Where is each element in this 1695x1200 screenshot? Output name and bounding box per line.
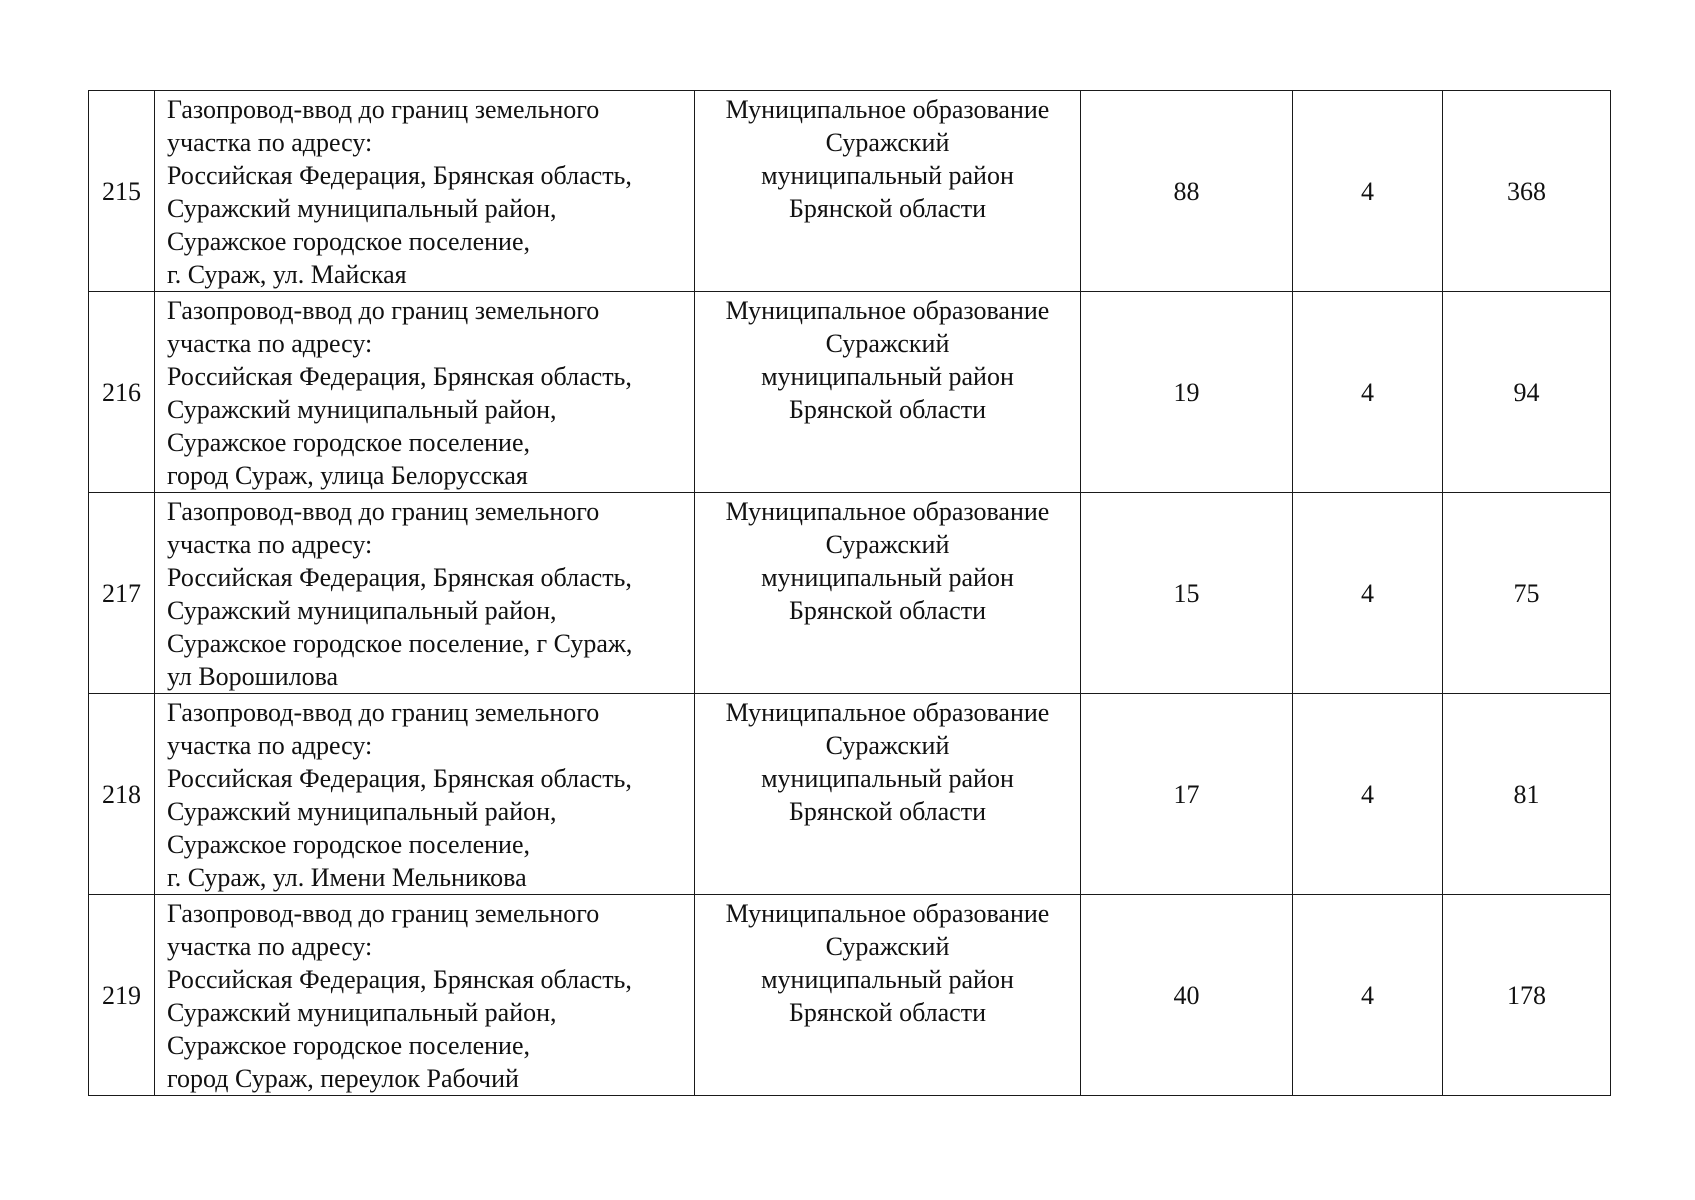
table-row [89, 694, 1611, 895]
object-description: Газопровод-ввод до границ земельного участка по адресу: Российская Федерация, Брянская область, Суражский муниципальный район, Суражское городское поселение, город Сураж, переулок Рабочий [155, 895, 695, 1096]
owner-name: Муниципальное образование Суражский муниципальный район Брянской области [695, 694, 1081, 895]
value-cell-2: 4 [1293, 91, 1443, 292]
object-description: Газопровод-ввод до границ земельного участка по адресу: Российская Федерация, Брянская область, Суражский муниципальный район, Суражское городское поселение, г. Сураж, ул. Майская [155, 91, 695, 292]
value-cell-3: 81 [1443, 694, 1611, 895]
row-number: 218 [89, 694, 155, 895]
register-table [88, 90, 1611, 1096]
owner-name: Муниципальное образование Суражский муниципальный район Брянской области [695, 493, 1081, 694]
object-description: Газопровод-ввод до границ земельного участка по адресу: Российская Федерация, Брянская область, Суражский муниципальный район, Суражское городское поселение, г Сураж, ул Ворошилова [155, 493, 695, 694]
table-row [89, 895, 1611, 1096]
value-cell-3: 368 [1443, 91, 1611, 292]
owner-name: Муниципальное образование Суражский муниципальный район Брянской области [695, 292, 1081, 493]
value-cell-2: 4 [1293, 694, 1443, 895]
document-page [88, 90, 1610, 1096]
value-cell-1: 19 [1081, 292, 1293, 493]
value-cell-1: 15 [1081, 493, 1293, 694]
value-cell-3: 178 [1443, 895, 1611, 1096]
value-cell-1: 17 [1081, 694, 1293, 895]
row-number: 217 [89, 493, 155, 694]
value-cell-2: 4 [1293, 895, 1443, 1096]
value-cell-2: 4 [1293, 493, 1443, 694]
value-cell-3: 94 [1443, 292, 1611, 493]
object-description: Газопровод-ввод до границ земельного участка по адресу: Российская Федерация, Брянская область, Суражский муниципальный район, Суражское городское поселение, г. Сураж, ул. Имени Мельникова [155, 694, 695, 895]
table-row [89, 91, 1611, 292]
value-cell-1: 40 [1081, 895, 1293, 1096]
table-row [89, 493, 1611, 694]
value-cell-1: 88 [1081, 91, 1293, 292]
row-number: 215 [89, 91, 155, 292]
value-cell-2: 4 [1293, 292, 1443, 493]
owner-name: Муниципальное образование Суражский муниципальный район Брянской области [695, 91, 1081, 292]
value-cell-3: 75 [1443, 493, 1611, 694]
row-number: 219 [89, 895, 155, 1096]
table-row [89, 292, 1611, 493]
owner-name: Муниципальное образование Суражский муниципальный район Брянской области [695, 895, 1081, 1096]
row-number: 216 [89, 292, 155, 493]
object-description: Газопровод-ввод до границ земельного участка по адресу: Российская Федерация, Брянская область, Суражский муниципальный район, Суражское городское поселение, город Сураж, улица Белорусская [155, 292, 695, 493]
